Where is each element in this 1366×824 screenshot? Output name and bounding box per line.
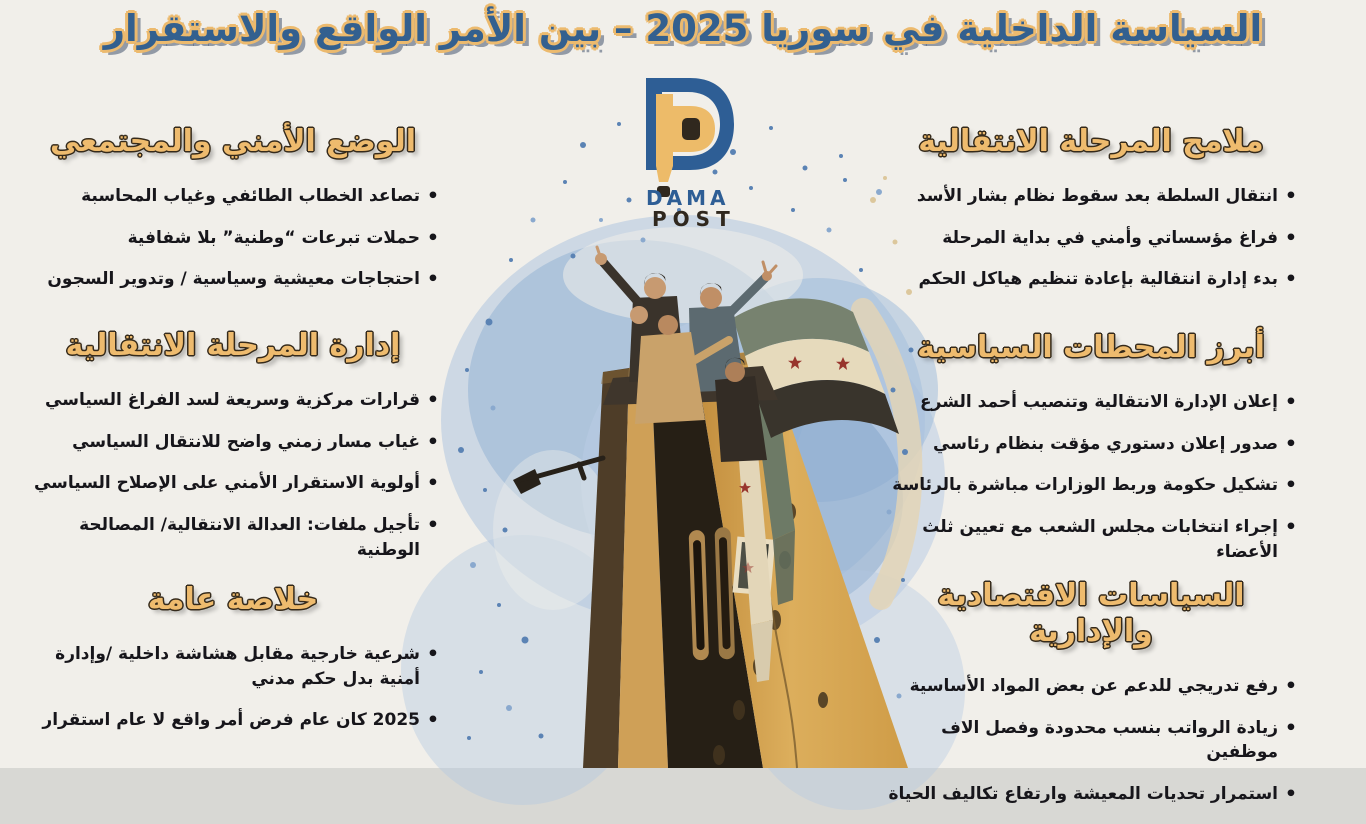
bullet-item: • انتقال السلطة بعد سقوط نظام بشار الأسد <box>882 184 1300 209</box>
bullet-item: • احتجاجات معيشية وسياسية / وتدوير السجون <box>24 267 442 292</box>
section-header: ملامح المرحلة الانتقالية <box>918 124 1264 159</box>
bullet-item: • تشكيل حكومة وربط الوزارات مباشرة بالرئاسة <box>882 473 1300 498</box>
bullet-item: • إجراء انتخابات مجلس الشعب مع تعيين ثلث الأعضاء <box>882 515 1300 564</box>
bullet-item: • صدور إعلان دستوري مؤقت بنظام رئاسي <box>882 432 1300 457</box>
poster-title: السياسة الداخلية في سوريا 2025 – بين الأمر الواقع والاستقرار <box>103 7 1263 50</box>
bullet-item: • بدء إدارة انتقالية بإعادة تنظيم هياكل الحكم <box>882 267 1300 292</box>
bullet-item: • زيادة الرواتب بنسب محدودة وفصل الاف موظفين <box>882 716 1300 765</box>
bullet-item: • فراغ مؤسساتي وأمني في بداية المرحلة <box>882 226 1300 251</box>
logo-text-dama: DAMA <box>646 186 730 210</box>
bullet-item: • تأجيل ملفات: العدالة الانتقالية/ المصالحة الوطنية <box>24 513 442 562</box>
section-security-society <box>24 124 442 309</box>
bullet-item: • شرعية خارجية مقابل هشاشة داخلية /وإدارة أمنية بدل حكم مدني <box>24 642 442 691</box>
section-header: السياسات الاقتصادية والإدارية <box>937 578 1245 649</box>
section-general-summary <box>24 582 442 750</box>
bullet-item: • حملات تبرعات “وطنية” بلا شفافية <box>24 226 442 251</box>
bullet-list <box>882 674 1300 807</box>
section-transition-features <box>882 124 1300 309</box>
dama-post-logo <box>612 76 762 230</box>
bullet-item: • إعلان الإدارة الانتقالية وتنصيب أحمد الشرع <box>882 390 1300 415</box>
bullet-list <box>882 184 1300 292</box>
dama-post-monogram-icon <box>632 76 742 202</box>
bullet-item: • تصاعد الخطاب الطائفي وغياب المحاسبة <box>24 184 442 209</box>
bullet-item: • رفع تدريجي للدعم عن بعض المواد الأساسية <box>882 674 1300 699</box>
section-header: الوضع الأمني والمجتمعي <box>49 124 417 159</box>
logo-text-post: POST <box>652 207 736 231</box>
bullet-list <box>882 390 1300 564</box>
bullet-list <box>24 184 442 292</box>
bullet-item: • استمرار تحديات المعيشة وارتفاع تكاليف الحياة <box>882 782 1300 807</box>
bullet-item: • غياب مسار زمني واضح للانتقال السياسي <box>24 430 442 455</box>
section-header: إدارة المرحلة الانتقالية <box>65 328 401 363</box>
section-political-milestones <box>882 330 1300 581</box>
bullet-list <box>24 642 442 733</box>
section-header: أبرز المحطات السياسية <box>917 330 1265 365</box>
bullet-item: • قرارات مركزية وسريعة لسد الفراغ السياسي <box>24 388 442 413</box>
bullet-item: • أولوية الاستقرار الأمني على الإصلاح السياسي <box>24 471 442 496</box>
section-header: خلاصة عامة <box>147 582 319 617</box>
section-transition-management <box>24 328 442 579</box>
bullet-item: • 2025 كان عام فرض أمر واقع لا عام استقرار <box>24 708 442 733</box>
bullet-list <box>24 388 442 562</box>
section-economic-admin-policies <box>882 578 1300 824</box>
